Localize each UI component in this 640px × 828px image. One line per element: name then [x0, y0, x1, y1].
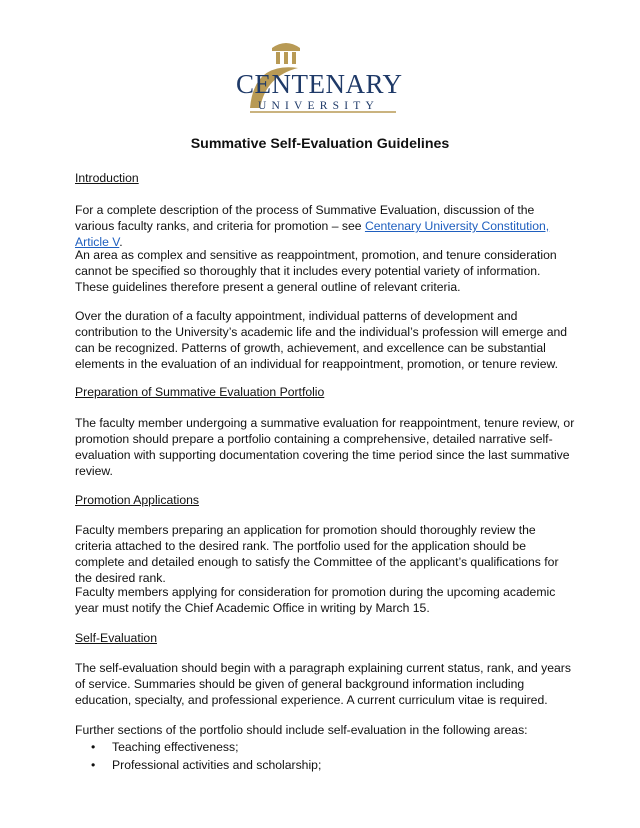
intro-paragraph-3: Over the duration of a faculty appointment, individual patterns of development and contribution to the University’s academic life and the individual’s profession will emerge and can be recognized. Patterns of growth, achievement, and excellence can be substantial elements in the evaluation of an individual for reappointment, promotion, or tenure review.: [75, 309, 568, 371]
logo-subtitle: UNIVERSITY: [258, 100, 379, 112]
list-item: • Teaching effectiveness;: [75, 739, 575, 757]
evaluation-areas-list: [75, 739, 575, 775]
intro-paragraph-1: [75, 202, 575, 250]
promotion-heading: Promotion Applications: [75, 493, 199, 507]
preparation-paragraph: The faculty member undergoing a summative evaluation for reappointment, tenure review, or promotion should prepare a portfolio containing a comprehensive, detailed narrative self-evaluation with supporting documentation covering the time period since the last summative review.: [75, 416, 575, 478]
intro-p1-text: For a complete description of the process of Summative Evaluation, discussion of the various faculty ranks, and criteria for promotion – see: [75, 203, 535, 233]
promotion-paragraph-1: Faculty members preparing an application for promotion should thoroughly review the criteria attached to the desired rank. The portfolio used for the application should be complete and detailed enough to satisfy the Committee of the applicant’s qualifications for the desired rank.: [75, 523, 559, 585]
preparation-heading: Preparation of Summative Evaluation Portfolio: [75, 385, 325, 399]
self-evaluation-heading: Self-Evaluation: [75, 631, 157, 645]
intro-p1-end: .: [119, 235, 123, 249]
logo-name: CENTENARY: [236, 69, 403, 99]
promotion-paragraph-2: Faculty members applying for consideration for promotion during the upcoming academic year must notify the Chief Academic Office in writing by March 15.: [75, 585, 556, 615]
page-title: Summative Self-Evaluation Guidelines: [190, 136, 450, 152]
intro-paragraph-2: An area as complex and sensitive as reappointment, promotion, and tenure consideration cannot be specified so thoroughly that it includes every potential variety of information. These guidelines therefore present a general outline of relevant criteria.: [75, 248, 557, 294]
constitution-link[interactable]: Centenary University Constitution, Article V: [75, 219, 550, 249]
self-evaluation-paragraph-2: Further sections of the portfolio should include self-evaluation in the following areas:: [75, 723, 528, 737]
list-item: • Professional activities and scholarship;: [75, 757, 575, 775]
intro-heading: Introduction: [75, 171, 139, 185]
self-evaluation-paragraph-1: The self-evaluation should begin with a paragraph explaining current status, rank, and years of service. Summaries should be given of general background information including education, specialty, and professional experience. A current curriculum vitae is required.: [75, 661, 571, 707]
university-logo: [236, 32, 402, 118]
